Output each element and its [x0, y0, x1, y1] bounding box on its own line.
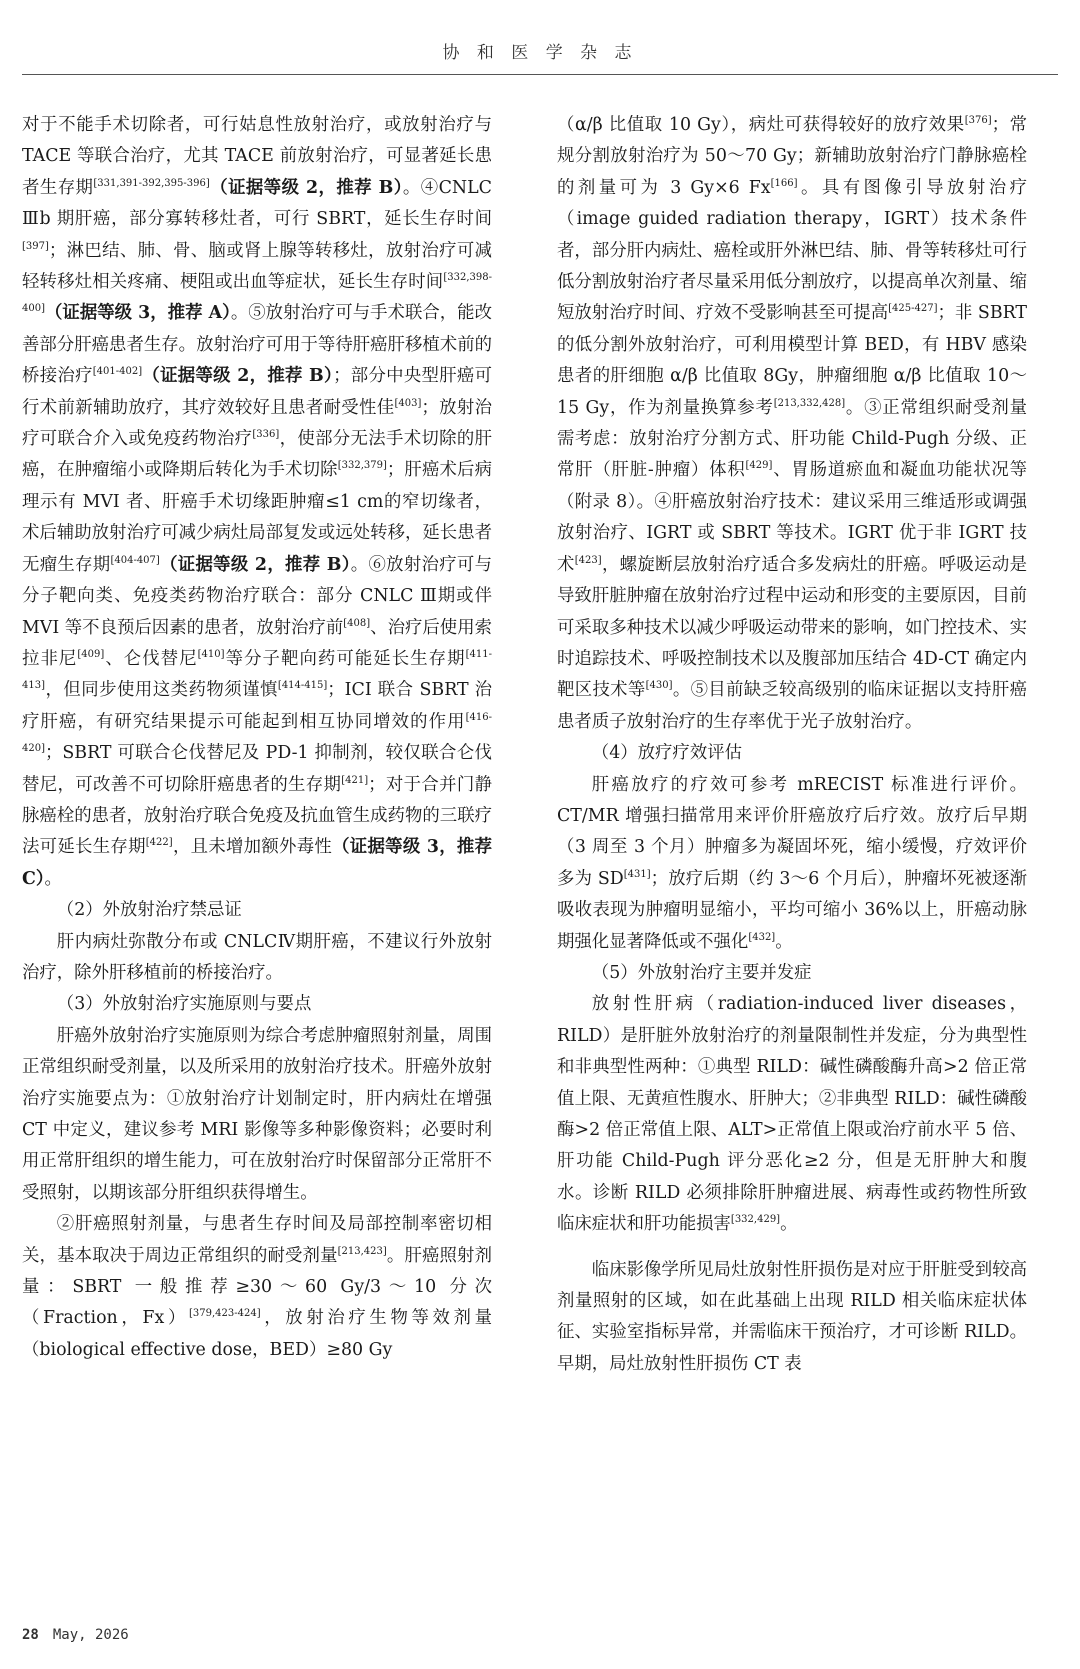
- citation: [332,379]: [337, 460, 387, 472]
- text-run: （5）外放射治疗主要并发症: [591, 962, 812, 983]
- paragraph: [22, 927, 492, 990]
- text-run: 。⑤目前缺乏较高级别的临床证据以支持肝癌患者质子放射治疗的生存率优于光子放射治疗。: [557, 680, 1027, 732]
- citation: [409]: [77, 649, 105, 661]
- text-run: ；常规分割放射治疗为 50～70 Gy；新辅助放射治疗门静脉癌栓的剂量可为 3 Gy×6 Fx: [557, 115, 1027, 198]
- text-run: ；非 SBRT 的低分割外放射治疗，可利用模型计算 BED，有 HBV 感染患者的肝细胞 α/β 比值取 8Gy，肿瘤细胞 α/β 比值取 10～15 Gy，作为剂量换算参考: [557, 303, 1028, 418]
- text-run: 。具有图像引导放射治疗（image guided radiation therapy，IGRT）技术条件者，部分肝内病灶、癌栓或肝外淋巴结、肺、骨等转移灶可行低分割放射治疗者尽量采用低分割放疗，以提高单次剂量、缩短放射治疗时间、疗效不受影响甚至可提高: [557, 177, 1027, 324]
- text-run: ，使部分无法手术切除的肝癌，在肿瘤缩小或降期后转化为手术切除: [22, 429, 492, 481]
- journal-title: 协 和 医 学 杂 志: [442, 43, 638, 63]
- page-number: 28: [22, 1627, 39, 1643]
- paragraph: [557, 770, 1027, 958]
- paragraph: [22, 110, 492, 895]
- text-run: ；放射治疗可联合介入或免疫药物治疗: [22, 397, 492, 450]
- paragraph: [557, 989, 1027, 1240]
- text-run: （3）外放射治疗实施原则与要点: [56, 994, 312, 1015]
- citation: [332,398-400]: [22, 272, 492, 315]
- text-run: ，螺旋断层放射治疗适合多发病灶的肝癌。呼吸运动是导致肝脏肿瘤在放射治疗过程中运动和形变的主要原因，目前可采取多种技术以减少呼吸运动带来的影响，如门控技术、实时追踪技术、呼吸控制技术以及腹部加压结合 4D-CT 确定内靶区技术等: [557, 554, 1027, 701]
- citation: [423]: [574, 554, 602, 566]
- text-run: 肝癌外放射治疗实施原则为综合考虑肿瘤照射剂量，周围正常组织耐受剂量，以及所采用的放射治疗技术。肝癌外放射治疗实施要点为：①放射治疗计划制定时，肝内病灶在增强 CT 中定义，建议参考 MRI 影像等多种影像资料；必要时利用正常肝组织的增生能力，可在放射治疗时保留部分正常肝不受照射，以期该部分肝组织获得增生。: [22, 1025, 492, 1203]
- text-run: 临床影像学所见局灶放射性肝损伤是对应于肝脏受到较高剂量照射的区域，如在此基础上出现 RILD 相关临床症状体征、实验室指标异常，并需临床干预治疗，才可诊断 RILD。早期，局灶放射性肝损伤 CT 表: [557, 1259, 1027, 1374]
- evidence-level: （证据等级 3，推荐 C）: [22, 837, 492, 889]
- citation: [422]: [145, 837, 173, 849]
- page-footer: [22, 1627, 129, 1643]
- text-run: 、胃肠道瘀血和凝血功能状况等（附录 8）。④肝癌放射治疗技术：建议采用三维适形或调强放射治疗、IGRT 或 SBRT 等技术。IGRT 优于非 IGRT 技术: [557, 460, 1027, 575]
- text-run: 肝内病灶弥散分布或 CNLCⅣ期肝癌，不建议行外放射治疗，除外肝移植前的桥接治疗。: [22, 931, 492, 983]
- citation: [432]: [748, 931, 776, 943]
- text-run: ；对于合并门静脉癌栓的患者，放射治疗联合免疫及抗血管生成药物的三联疗法可延长生存期: [22, 774, 492, 858]
- citation: [401-402]: [92, 366, 143, 378]
- citation: [431]: [623, 868, 651, 880]
- text-run: ，放射治疗生物等效剂量（biological effective dose，BED）≥80 Gy: [22, 1308, 492, 1360]
- text-run: （2）外放射治疗禁忌证: [56, 900, 242, 921]
- evidence-level: （证据等级 3，推荐 A）: [45, 303, 231, 324]
- paragraph: [22, 1021, 492, 1209]
- header-divider: [22, 74, 1058, 75]
- citation: [379,423-424]: [188, 1308, 261, 1320]
- paragraph: [22, 1209, 492, 1366]
- text-run: 。⑤放射治疗可与手术联合，能改善部分肝癌患者生存。放射治疗可用于等待肝癌肝移植术前的桥接治疗: [22, 303, 492, 387]
- evidence-level: （证据等级 2，推荐 B）: [209, 177, 403, 198]
- citation: [430]: [645, 680, 673, 692]
- citation: [404-407]: [110, 554, 160, 566]
- text-run: 放射性肝病（radiation-induced liver diseases，RILD）是肝脏外放射治疗的剂量限制性并发症，分为典型性和非典型性两种：①典型 RILD：碱性磷酸酶升高>2 倍正常值上限、无黄疸性腹水、肝肿大；②非典型 RILD：碱性磷酸酶>2 倍正常值上限、ALT>正常值上限或治疗前水平 5 倍、肝功能 Child-Pugh 评分恶化≥2 分，但是无肝肿大和腹水。诊断 RILD 必须排除肝肿瘤进展、病毒性或药物性所致临床症状和肝功能损害: [557, 994, 1027, 1235]
- text-run: ，但同步使用这类药物须谨慎: [45, 680, 278, 701]
- text-run: 。: [44, 868, 62, 889]
- paragraph: [557, 1255, 1027, 1381]
- text-run: ；放疗后期（约 3～6 个月后），肿瘤坏死被逐渐吸收表现为肿瘤明显缩小，平均可缩小 36%以上，肝癌动脉期强化显著降低或不强化: [557, 868, 1027, 952]
- text-run: ；ICI 联合 SBRT 治疗肝癌，有研究结果提示可能起到相互协同增效的作用: [22, 680, 492, 732]
- text-run: ；部分中央型肝癌可行术前新辅助放疗，其疗效较好且患者耐受性佳: [22, 366, 492, 418]
- text-run: ②肝癌照射剂量，与患者生存时间及局部控制率密切相关，基本取决于周边正常组织的耐受剂量: [22, 1214, 492, 1266]
- text-run: 。: [780, 1214, 798, 1235]
- citation: [408]: [343, 617, 371, 629]
- text-run: 肝癌放疗的疗效可参考 mRECIST 标准进行评价。CT/MR 增强扫描常用来评价肝癌放疗后疗效。放疗后早期（3 周至 3 个月）肿瘤多为凝固坏死，缩小缓慢，疗效评价多为 SD: [557, 774, 1027, 889]
- text-run: 、治疗后使用索拉非尼: [22, 617, 492, 669]
- citation: [425-427]: [888, 303, 938, 315]
- citation: [410]: [197, 649, 225, 661]
- text-run: 。③正常组织耐受剂量需考虑：放射治疗分割方式、肝功能 Child-Pugh 分级、正常肝（肝脏-肿瘤）体积: [557, 397, 1028, 481]
- text-run: 。④CNLC Ⅲb 期肝癌，部分寡转移灶者，可行 SBRT，延长生存时间: [22, 177, 492, 230]
- left-column: [22, 110, 492, 1366]
- citation: [331,391-392,395-396]: [93, 178, 210, 190]
- citation: [213,332,428]: [773, 397, 846, 409]
- paragraph: [22, 895, 492, 926]
- right-column: [557, 110, 1027, 1380]
- text-run: ；肝癌术后病理示有 MVI 者、肝癌手术切缘距肿瘤≤1 cm的窄切缘者，术后辅助放射治疗可减少病灶局部复发或远处转移，延长患者无瘤生存期: [22, 460, 492, 575]
- citation: [411-413]: [22, 649, 492, 692]
- text-run: 对于不能手术切除者，可行姑息性放射治疗，或放射治疗与 TACE 等联合治疗，尤其 TACE 前放射治疗，可显著延长患者生存期: [22, 115, 492, 198]
- citation: [421]: [341, 774, 369, 786]
- issue-date: May, 2026: [52, 1627, 129, 1643]
- paragraph: [22, 989, 492, 1020]
- text-run: ；SBRT 可联合仑伐替尼及 PD-1 抑制剂，较仅联合仑伐替尼，可改善不可切除肝癌患者的生存期: [22, 743, 492, 795]
- citation: [166]: [770, 178, 798, 190]
- text-run: ；淋巴结、肺、骨、脑或肾上腺等转移灶，放射治疗可减轻转移灶相关疼痛、梗阻或出血等症状，延长生存时间: [22, 240, 492, 293]
- evidence-level: （证据等级 2，推荐 B）: [159, 554, 351, 575]
- citation: [403]: [394, 397, 422, 409]
- citation: [416-420]: [22, 711, 492, 755]
- text-run: ，且未增加额外毒性: [172, 837, 333, 858]
- text-run: 等分子靶向药可能延长生存期: [224, 648, 466, 669]
- citation: [336]: [252, 429, 280, 441]
- text-run: 。⑥放射治疗可与分子靶向类、免疫类药物治疗联合：部分 CNLC Ⅲ期或伴 MVI 等不良预后因素的患者，放射治疗前: [22, 554, 492, 638]
- citation: [397]: [22, 240, 49, 252]
- text-run: 、仑伐替尼: [104, 648, 198, 669]
- paragraph: [557, 738, 1027, 769]
- citation: [414-415]: [277, 680, 328, 692]
- paragraph: [557, 110, 1027, 738]
- text-run: （4）放疗疗效评估: [591, 743, 742, 764]
- citation: [332,429]: [730, 1214, 781, 1226]
- text-run: 。肝癌照射剂量：SBRT 一般推荐≥30～60 Gy/3～10 分次（Fraction，Fx）: [22, 1245, 492, 1329]
- evidence-level: （证据等级 2，推荐 B）: [142, 366, 334, 387]
- paragraph: [557, 958, 1027, 989]
- text-run: （α/β 比值取 10 Gy），病灶可获得较好的放疗效果: [557, 115, 965, 135]
- citation: [429]: [745, 460, 773, 472]
- citation: [213,423]: [337, 1245, 387, 1257]
- citation: [376]: [964, 115, 992, 127]
- text-run: 。: [775, 931, 793, 952]
